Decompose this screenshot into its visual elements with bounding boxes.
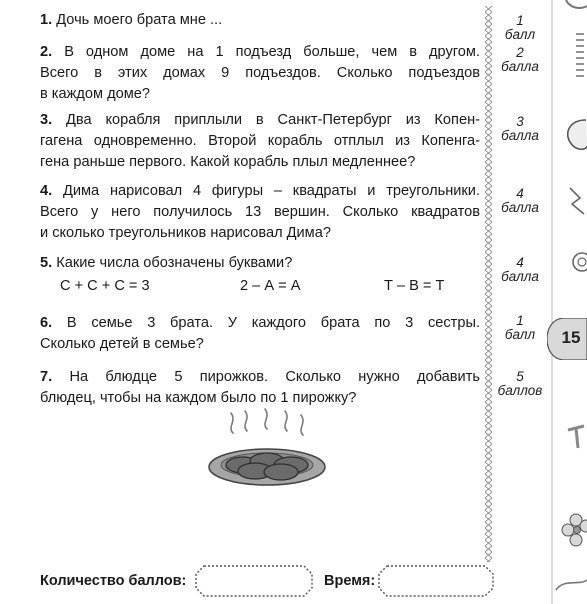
letter-b-decoration-icon [568,120,587,149]
question-text: Сколько детей в семье? [40,336,204,352]
question-number: 3. [40,112,53,128]
score-value: 2 [516,45,524,60]
score-unit: балла [501,200,539,215]
swirl-decoration-icon [573,253,587,271]
letter-k-decoration-icon [570,188,584,214]
score-unit: балл [504,27,536,42]
question-number: 4. [40,183,53,199]
question-text: На блюдце 5 пирожков. Сколько нужно добавить [69,369,480,385]
points-input-box[interactable] [194,564,314,598]
question-number: 7. [40,369,53,385]
score-unit: балла [501,269,539,284]
question-1 [40,10,480,31]
question-text: Дима нарисовал 4 фигуры – квадраты и треугольники. [62,183,480,199]
question-5 [40,253,480,274]
question-7 [40,367,480,409]
letter-t-decoration-icon [568,426,584,448]
decorative-side-strip [540,0,587,604]
points-label: Количество баллов: [40,573,187,589]
dotted-divider [485,6,492,562]
question-text: и сколько треугольников нарисовал Дима? [40,225,331,241]
question-text: В семье 3 брата. У каждого брата по 3 сестры. [66,315,480,331]
question-2 [40,42,480,105]
score-unit: баллов [497,383,543,398]
question-number: 1. [40,12,53,28]
score-unit: балл [504,327,536,342]
question-number: 2. [40,44,53,60]
score-value: 4 [516,186,524,201]
question-text: в каждом доме? [40,86,151,102]
question-text: гена раньше первого. Какой корабль плыл медленнее? [40,154,416,170]
score-value: 4 [516,255,524,270]
score-value: 5 [516,369,524,384]
question-text: Какие числа обозначены буквами? [56,255,293,271]
equation: Т – В = Т [384,278,445,294]
question-text: блюдец, чтобы на каждом было по 1 пирожку? [40,390,357,406]
pies-on-plate-illustration [205,405,330,490]
question-number: 6. [40,315,53,331]
question-text: Два корабля приплыли в Санкт-Петербург из Копен- [66,112,480,128]
score-value: 1 [516,13,524,28]
question-text: гагена одновременно. Второй корабль отплыл из Копенга- [40,133,480,149]
score-value: 3 [516,114,524,129]
question-4 [40,181,480,244]
time-label: Время: [324,573,376,589]
question-text: В одном доме на 1 подъезд больше, чем в другом. [64,44,480,60]
score-unit: балла [501,59,539,74]
question-3 [40,110,480,173]
question-text: Дочь моего брата мне ... [56,12,223,28]
score-unit: балла [501,128,539,143]
steam-icon [231,409,303,435]
score-value: 1 [516,313,524,328]
equation: 2 – А = А [240,278,301,294]
equation: С + С + С = 3 [60,278,150,294]
question-number: 5. [40,255,53,271]
time-input-box[interactable] [377,564,495,598]
page-number: 15 [561,328,581,347]
question-text: Всего у него получилось 13 вершин. Сколько квадратов [40,204,480,220]
flower-decoration-icon [562,514,587,546]
question-6 [40,313,480,355]
question-text: Всего в этих домах 9 подъездов. Сколько подъездов [40,65,480,81]
